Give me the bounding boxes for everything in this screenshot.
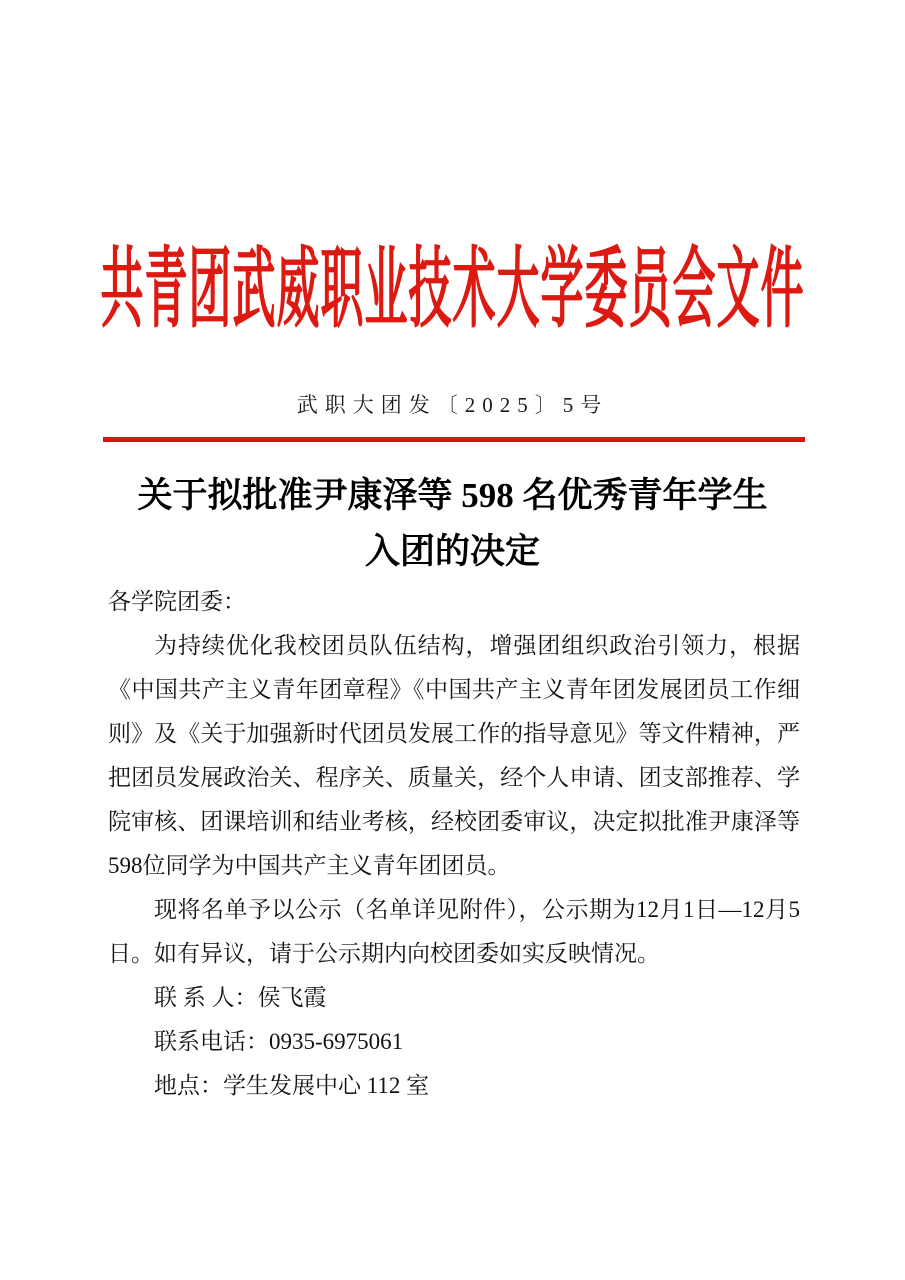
document-title: [102, 468, 803, 580]
document-title-line2: 入团的决定: [364, 532, 540, 571]
letterhead-org-title: 共青团武威职业技术大学委员会文件: [100, 242, 805, 340]
document-number: 武职大团发〔2025〕5号: [296, 393, 609, 417]
document-body: [108, 580, 800, 1108]
document-title-line1: 关于拟批准尹康泽等 598 名优秀青年学生: [137, 476, 768, 515]
contact-person-line: 联 系 人：侯飞霞: [154, 985, 327, 1010]
red-divider-line: [103, 437, 805, 442]
contact-location-line: 地点：学生发展中心 112 室: [154, 1073, 430, 1098]
body-paragraph-1: 为持续优化我校团员队伍结构，增强团组织政治引领力，根据《中国共产主义青年团章程》《中国共产主义青年团发展团员工作细则》及《关于加强新时代团员发展工作的指导意见》等文件精神，严把团员发展政治关、程序关、质量关，经个人申请、团支部推荐、学院审核、团课培训和结业考核，经校团委审议，决定拟批准尹康泽等598位同学为中国共产主义青年团团员。: [108, 633, 800, 878]
contact-phone-line: 联系电话：0935-6975061: [154, 1029, 404, 1054]
salutation: 各学院团委：: [108, 589, 246, 614]
body-paragraph-2: 现将名单予以公示（名单详见附件），公示期为12月1日—12月5日。如有异议，请于公示期内向校团委如实反映情况。: [108, 897, 800, 966]
